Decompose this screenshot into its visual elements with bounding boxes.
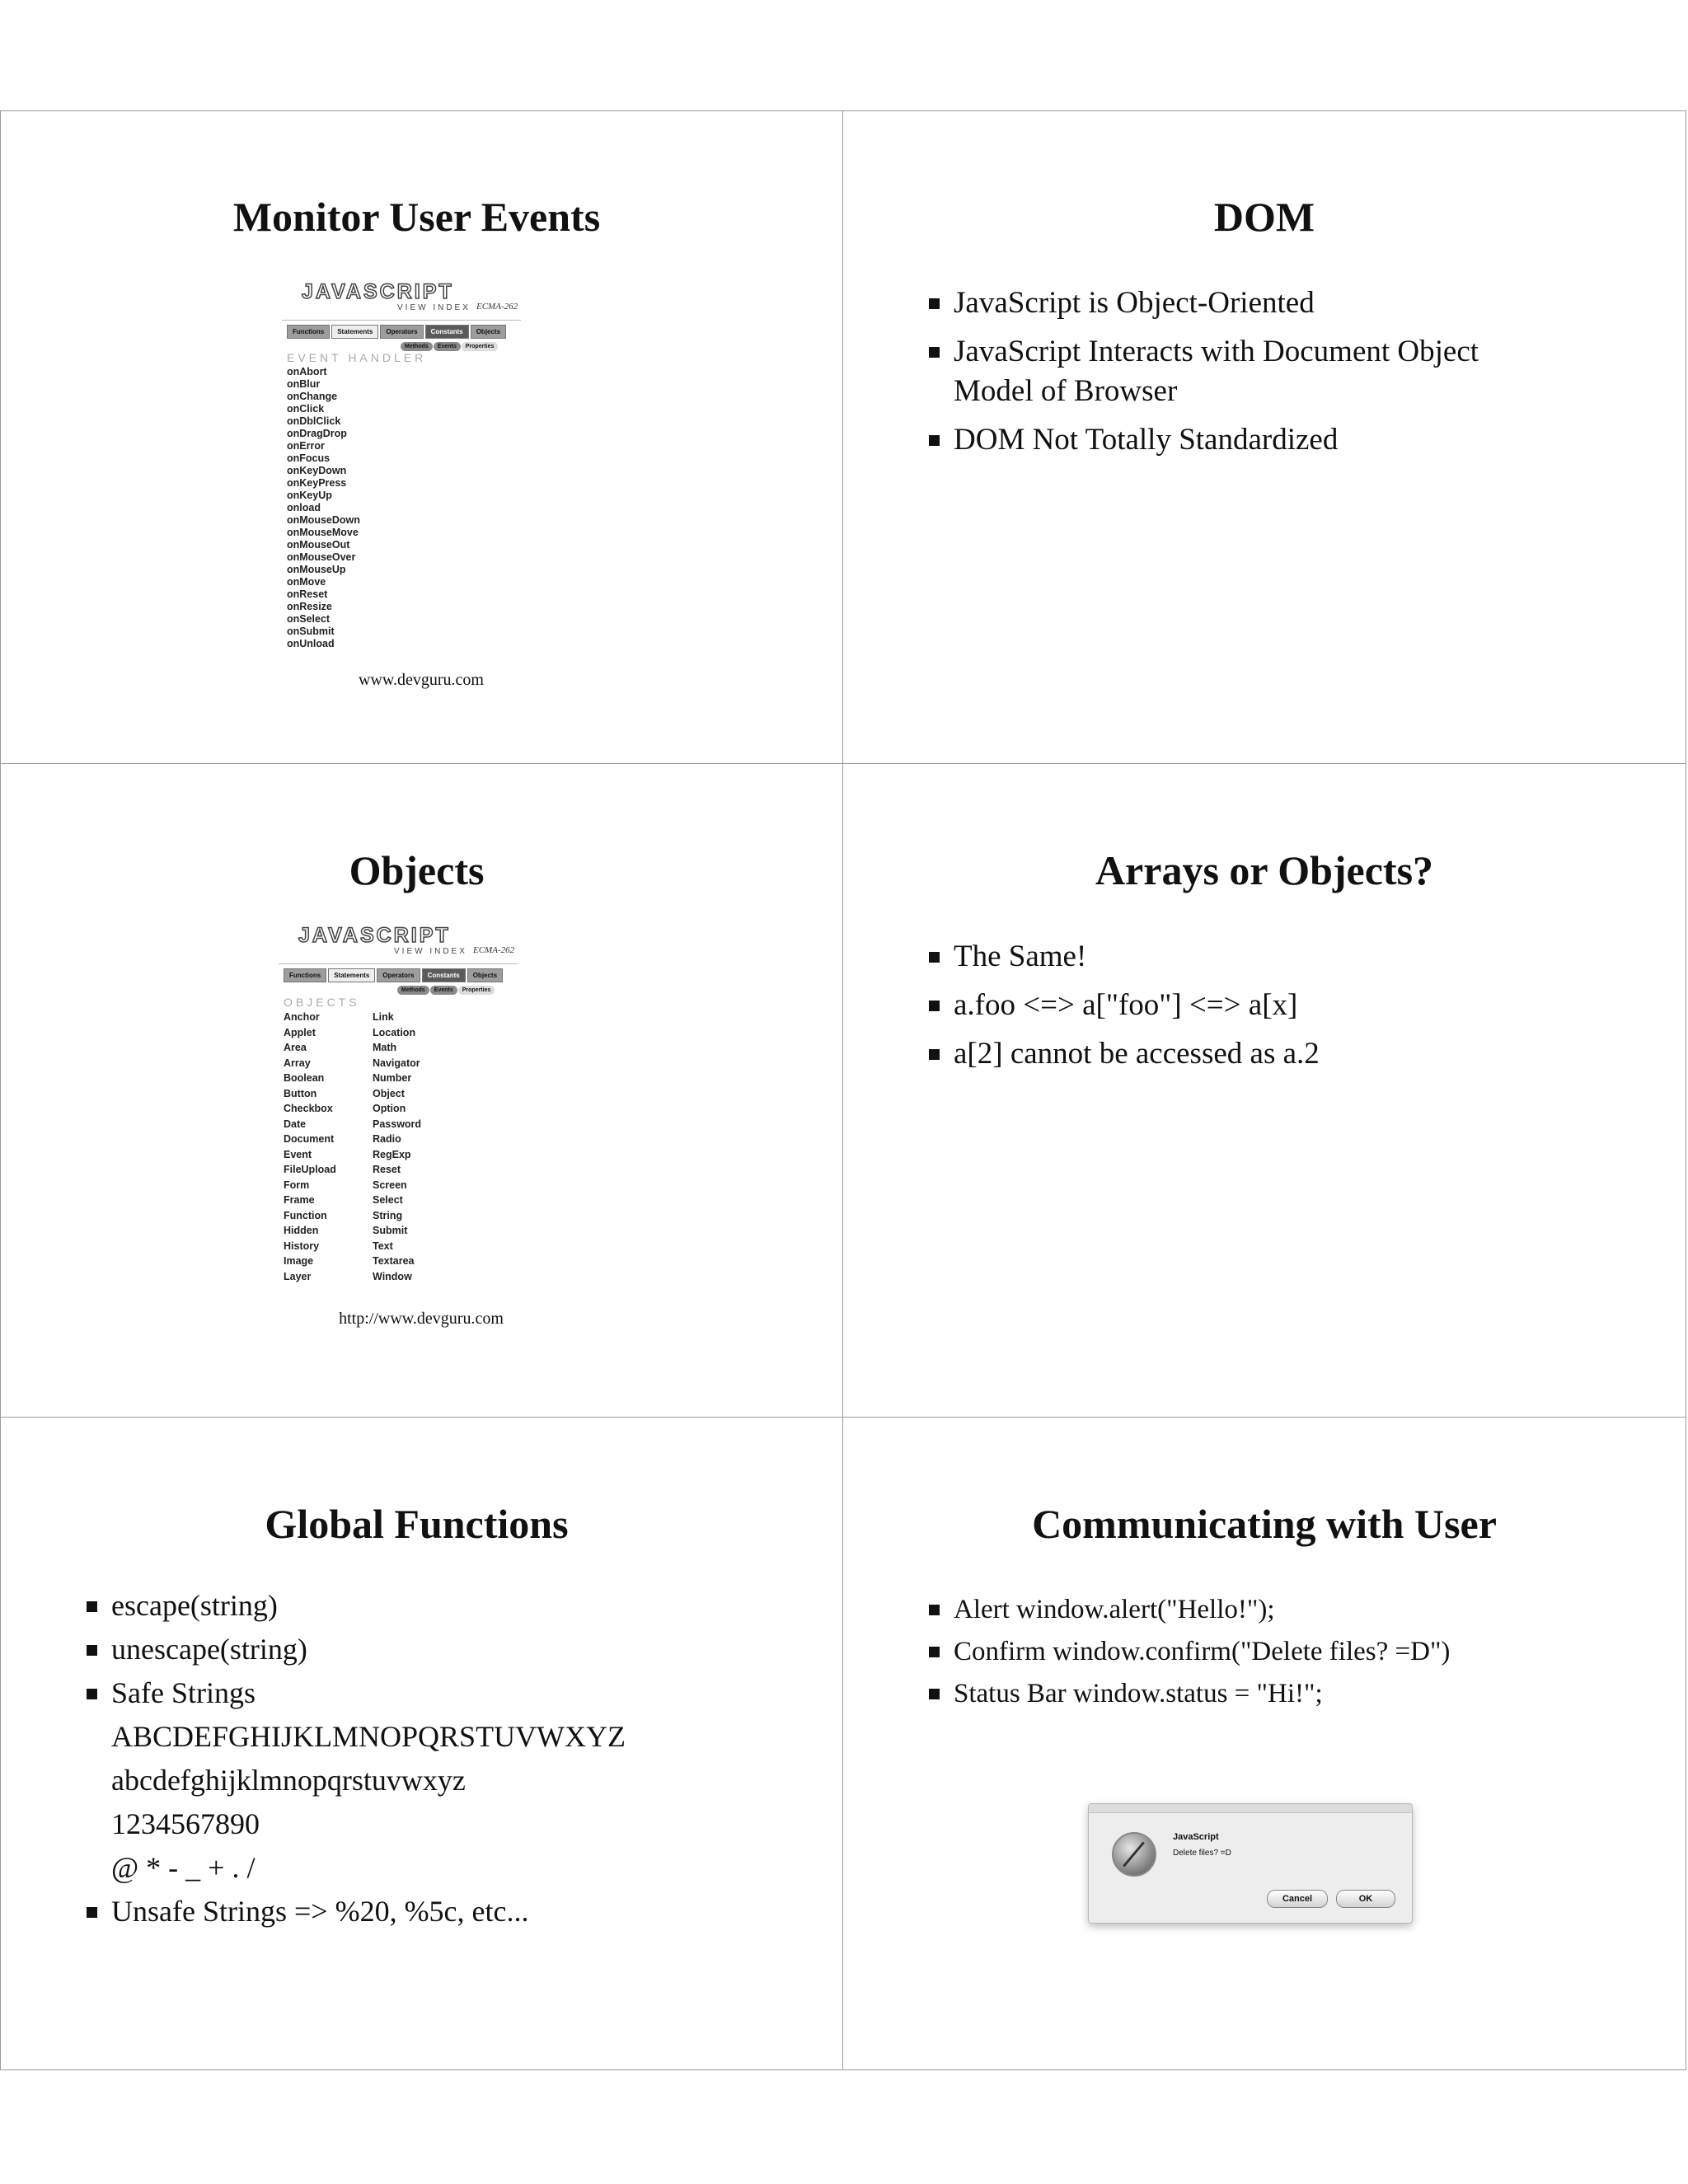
safe-lowercase: abcdefghijklmnopqrstuvwxyz [111, 1764, 466, 1797]
bullet-item: a[2] cannot be accessed as a.2 [929, 1034, 1555, 1074]
list-item: Reset [373, 1164, 401, 1175]
list-item: Event [284, 1148, 312, 1160]
list-item: Window [373, 1270, 412, 1282]
list-item: Button [284, 1087, 317, 1099]
list-item: onReset [287, 588, 328, 600]
list-item: FileUpload [284, 1164, 336, 1175]
javascript-logo [279, 924, 518, 964]
list-item: onMouseOver [287, 551, 356, 563]
bullet-item: Unsafe Strings => %20, %5c, etc... [87, 1890, 795, 1933]
slide-monitor-user-events [0, 110, 842, 763]
list-item: RegExp [373, 1148, 411, 1160]
list-item: Navigator [373, 1057, 420, 1069]
list-item: Function [284, 1209, 327, 1221]
bullet-item-safe-strings [87, 1671, 795, 1890]
slide-title: Global Functions [265, 1501, 569, 1547]
subtab-events: Events [434, 342, 461, 351]
bullet-item: Alert window.alert("Hello!"); [929, 1589, 1588, 1631]
list-item: Textarea [373, 1255, 415, 1267]
slide-dom [843, 110, 1686, 763]
list-item: Link [373, 1011, 394, 1023]
list-item: onSubmit [287, 626, 335, 637]
view-index-text: VIEW INDEX [397, 303, 471, 312]
slide-communicating-with-user [843, 1418, 1686, 2070]
view-index-text: VIEW INDEX [394, 947, 467, 956]
slide-caption: www.devguru.com [358, 671, 484, 689]
slide-title: Arrays or Objects? [1095, 847, 1434, 893]
bullet-item: DOM Not Totally Standardized [929, 420, 1555, 460]
subtab-properties: Properties [462, 342, 499, 351]
javascript-logo [282, 280, 521, 321]
list-item: Boolean [284, 1072, 325, 1084]
slide-title: Objects [349, 847, 485, 893]
tab-statements: Statements [328, 968, 375, 982]
list-item: Password [373, 1118, 422, 1130]
safe-uppercase: ABCDEFGHIJKLMNOPQRSTUVWXYZ [111, 1720, 626, 1753]
bullet-list [929, 284, 1555, 469]
bullet-item: Status Bar window.status = "Hi!"; [929, 1673, 1588, 1715]
dialog-title: JavaScript [1173, 1832, 1219, 1842]
objects-column-1 [284, 1010, 336, 1284]
list-item: onDblClick [287, 415, 341, 427]
ecma-text: ECMA-262 [476, 302, 518, 312]
list-item: onKeyDown [287, 465, 347, 476]
ok-button[interactable]: OK [1336, 1890, 1395, 1908]
list-item: onUnload [287, 638, 335, 649]
logo-text: JAVASCRIPT [298, 924, 451, 947]
list-item: onMouseMove [287, 527, 359, 538]
list-item: Math [373, 1042, 397, 1053]
dialog-message: Delete files? =D [1173, 1849, 1231, 1858]
list-item: onClick [287, 403, 325, 415]
tab-objects: Objects [467, 968, 503, 982]
logo-text: JAVASCRIPT [302, 280, 454, 303]
list-item: Layer [284, 1270, 312, 1282]
compass-icon [1112, 1832, 1156, 1877]
list-item: Location [373, 1026, 416, 1038]
slide-global-functions [0, 1418, 842, 2070]
objects-column-2 [373, 1010, 421, 1284]
section-heading: OBJECTS [284, 996, 360, 1009]
list-item: Image [284, 1255, 314, 1267]
list-item: onMouseDown [287, 514, 360, 526]
safe-digits: 1234567890 [111, 1807, 260, 1840]
list-item: Number [373, 1072, 412, 1084]
tab-constants: Constants [422, 968, 466, 982]
slide-caption: http://www.devguru.com [339, 1310, 504, 1328]
list-item: Area [284, 1042, 307, 1053]
subtab-events: Events [430, 986, 457, 995]
tab-constants: Constants [425, 325, 469, 339]
dg-subtab-bar [401, 342, 499, 351]
tab-statements: Statements [331, 325, 378, 339]
list-item: onFocus [287, 452, 331, 464]
list-item: Hidden [284, 1225, 319, 1236]
list-item: Option [373, 1103, 406, 1114]
section-heading: EVENT HANDLER [287, 351, 427, 364]
list-item: Document [284, 1133, 335, 1145]
dg-tab-bar [284, 968, 504, 982]
bullet-item: Confirm window.confirm("Delete files? =D") [929, 1631, 1588, 1673]
list-item: onBlur [287, 378, 321, 390]
bullet-item: JavaScript Interacts with Document Object Model of Browser [929, 332, 1555, 411]
slide-title: DOM [1213, 194, 1315, 240]
slide-title: Communicating with User [1032, 1501, 1497, 1547]
list-item: onMouseOut [287, 539, 350, 551]
list-item: Submit [373, 1225, 408, 1236]
bullet-item: a.foo <=> a["foo"] <=> a[x] [929, 986, 1555, 1025]
list-item: Checkbox [284, 1103, 333, 1114]
bullet-item: unescape(string) [87, 1628, 795, 1671]
list-item: onError [287, 440, 325, 452]
safe-symbols: @ * - _ + . / [111, 1851, 256, 1884]
list-item: onKeyPress [287, 477, 347, 489]
subtab-methods: Methods [397, 986, 429, 995]
list-item: History [284, 1240, 320, 1252]
tab-functions: Functions [287, 325, 330, 339]
list-item: onSelect [287, 613, 331, 625]
slide-arrays-or-objects [843, 764, 1686, 1417]
bullet-item: The Same! [929, 937, 1555, 977]
list-item: Text [373, 1240, 393, 1252]
tab-functions: Functions [284, 968, 326, 982]
list-item: onMove [287, 576, 326, 588]
dialog-titlebar [1089, 1804, 1412, 1813]
list-item: onload [287, 502, 321, 513]
list-item: Radio [373, 1133, 401, 1145]
tab-operators: Operators [377, 968, 420, 982]
safe-strings-label: Safe Strings [111, 1676, 256, 1709]
list-item: Applet [284, 1026, 316, 1038]
list-item: Anchor [284, 1011, 320, 1023]
list-item: Array [284, 1057, 311, 1069]
list-item: onMouseUp [287, 564, 346, 575]
event-handler-list [287, 366, 360, 650]
list-item: onKeyUp [287, 490, 332, 501]
list-item: onResize [287, 601, 332, 612]
dg-tab-bar [287, 325, 508, 339]
slide-title: Monitor User Events [232, 194, 601, 240]
bullet-item: escape(string) [87, 1584, 795, 1628]
list-item: Form [284, 1179, 310, 1191]
list-item: Screen [373, 1179, 407, 1191]
slide-objects [0, 764, 842, 1417]
list-item: onChange [287, 391, 338, 402]
devguru-events-screenshot [282, 280, 529, 651]
list-item: Frame [284, 1194, 315, 1206]
list-item: Select [373, 1194, 403, 1206]
subtab-methods: Methods [401, 342, 433, 351]
bullet-list [929, 937, 1555, 1083]
cancel-button[interactable]: Cancel [1267, 1890, 1328, 1908]
ecma-text: ECMA-262 [473, 945, 515, 955]
devguru-objects-screenshot [279, 924, 542, 1295]
list-item: onAbort [287, 366, 327, 377]
bullet-list [87, 1584, 795, 1933]
tab-objects: Objects [471, 325, 506, 339]
dg-subtab-bar [397, 986, 495, 995]
bullet-item: JavaScript is Object-Oriented [929, 284, 1555, 323]
list-item: String [373, 1209, 403, 1221]
bullet-list [929, 1589, 1588, 1715]
tab-operators: Operators [380, 325, 423, 339]
list-item: Object [373, 1087, 405, 1099]
subtab-properties: Properties [458, 986, 495, 995]
list-item: Date [284, 1118, 307, 1130]
list-item: onDragDrop [287, 428, 347, 439]
confirm-dialog [1088, 1803, 1413, 1924]
